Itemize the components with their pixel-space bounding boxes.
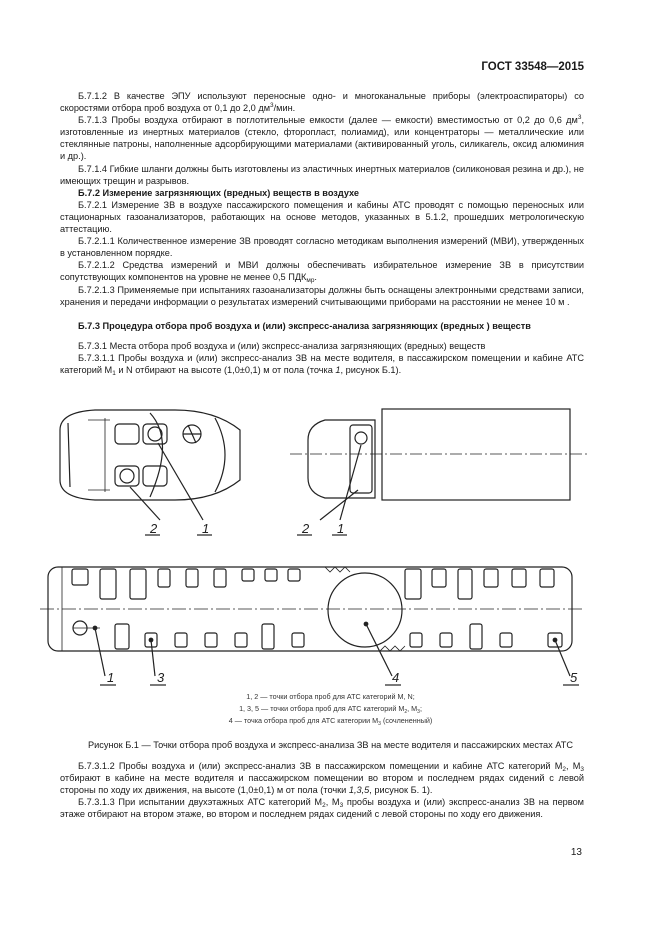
page-header: ГОСТ 33548—2015 [481, 61, 584, 73]
para-b7-3-1-2: Б.7.3.1.2 Пробы воздуха и (или) экспресс-анализ ЗВ в пассажирском помещении и кабине АТС категорий $М_2$, $М_3$ отбирают в кабине на месте водителя и пассажирском помещении во втором и последнем рядах сидений с левой стороны по ходу их движения, на высоте (1,0±0,1) м от пола (точки 1,3,5, рисунок Б. 1). [60, 761, 584, 796]
bus-articulated-view [40, 567, 585, 676]
callout-labels [100, 521, 579, 685]
figure-legend-3: 4 — точка отбора проб для АТС категории $M_3$ (сочлененный) [228, 716, 433, 727]
para-b7-2-1-1: Б.7.2.1.1 Количественное измерение ЗВ проводят согласно методикам выполнения измерений (МВИ), утвержденных в установленном порядке. [60, 236, 584, 259]
para-b7-1-4: Б.7.1.4 Гибкие шланги должны быть изготовлены из эластичных инертных материалов (силиконовая резина и др.), не имеющих трещин и разрывов. [60, 163, 584, 186]
heading-b7-2: Б.7.2 Измерение загрязняющих (вредных) веществ в воздухе [78, 187, 360, 198]
figure-legend-1: 1, 2 — точки отбора проб для АТС категорий M, N; [246, 692, 415, 701]
callout-1-car: 1 [202, 521, 210, 536]
figure-legend-2: 1, 3, 5 — точки отбора проб для АТС категорий $M_2$, $M_3$; [239, 704, 422, 715]
callout-3-bus: 3 [157, 670, 165, 685]
para-b7-3-1-3: Б.7.3.1.3 При испытании двухэтажных АТС категорий $М_2$, $М_3$ пробы воздуха и (или) экспресс-анализ ЗВ на первом этаже отбирают на втором этаже, во втором и последнем рядах сидений с левой стороны по ходу его движения. [60, 797, 584, 820]
para-b7-1-3: Б.7.1.3 Пробы воздуха отбирают в поглотительные емкости (далее — емкости) вместимостью от 0,2 до 0,6 $дм^3$, изготовленные из инертных материалов (стекло, фторопласт, полиамид), или концентраторы — металлические или стеклянные патроны, наполненные адсорбирующими материалами (активированный уголь, силикагель, оксид алюминия и др.). [60, 114, 584, 162]
callout-1-truck: 1 [337, 521, 345, 536]
figure-caption: Рисунок Б.1 — Точки отбора проб воздуха и экспресс-анализа ЗВ на месте водителя и пассажирских местах АТС [88, 740, 573, 750]
para-b7-3-1-1: Б.7.3.1.1 Пробы воздуха и (или) экспресс-анализ ЗВ на месте водителя, в пассажирском помещении и кабине АТС категорий $М_1$ и N отбирают на высоте (1,0±0,1) м от пола (точка 1, рисунок Б.1). [60, 352, 584, 377]
callout-2-car: 2 [150, 521, 158, 536]
text-block-bottom [60, 760, 584, 820]
truck-top-view [290, 409, 590, 520]
para-b7-2-1: Б.7.2.1 Измерение ЗВ в воздухе пассажирского помещения и кабины АТС проводят с помощью переносных или стационарных газоанализаторов, работающих на основе методов, указанных в 5.1.2, прошедших метрологическую аттестацию. [60, 199, 584, 235]
callout-2-truck: 2 [302, 521, 310, 536]
page-number: 13 [570, 847, 582, 858]
callout-4-bus: 4 [392, 670, 400, 685]
para-b7-2-1-2: Б.7.2.1.2 Средства измерений и МВИ должны обеспечивать избирательное измерение ЗВ в присутствии сопутствующих компонентов на уровне не менее 0,5 $ПДК_{мр}$. [60, 260, 584, 285]
callout-1-bus: 1 [107, 670, 115, 685]
para-b7-3-1: Б.7.3.1 Места отбора проб воздуха и (или) экспресс-анализа загрязняющих (вредных) веществ [78, 340, 486, 351]
para-b7-2-1-3: Б.7.2.1.3 Применяемые при испытаниях газоанализаторы должны быть оснащены электронными средствами записи, хранения и передачи информации о результатах измерений считывающими приборами на расстоянии не менее 10 м . [60, 284, 584, 307]
para-b7-1-2: Б.7.1.2 В качестве ЭПУ используют переносные одно- и многоканальные приборы (электроаспираторы) со скоростями отбора проб воздуха от 0,1 до 2,0 $дм^3$/мин. [60, 91, 584, 114]
heading-b7-3: Б.7.3 Процедура отбора проб воздуха и (или) экспресс-анализа загрязняющих (вредных ) веществ [78, 320, 531, 331]
callout-5-bus: 5 [570, 670, 578, 685]
car-top-view [60, 410, 240, 520]
